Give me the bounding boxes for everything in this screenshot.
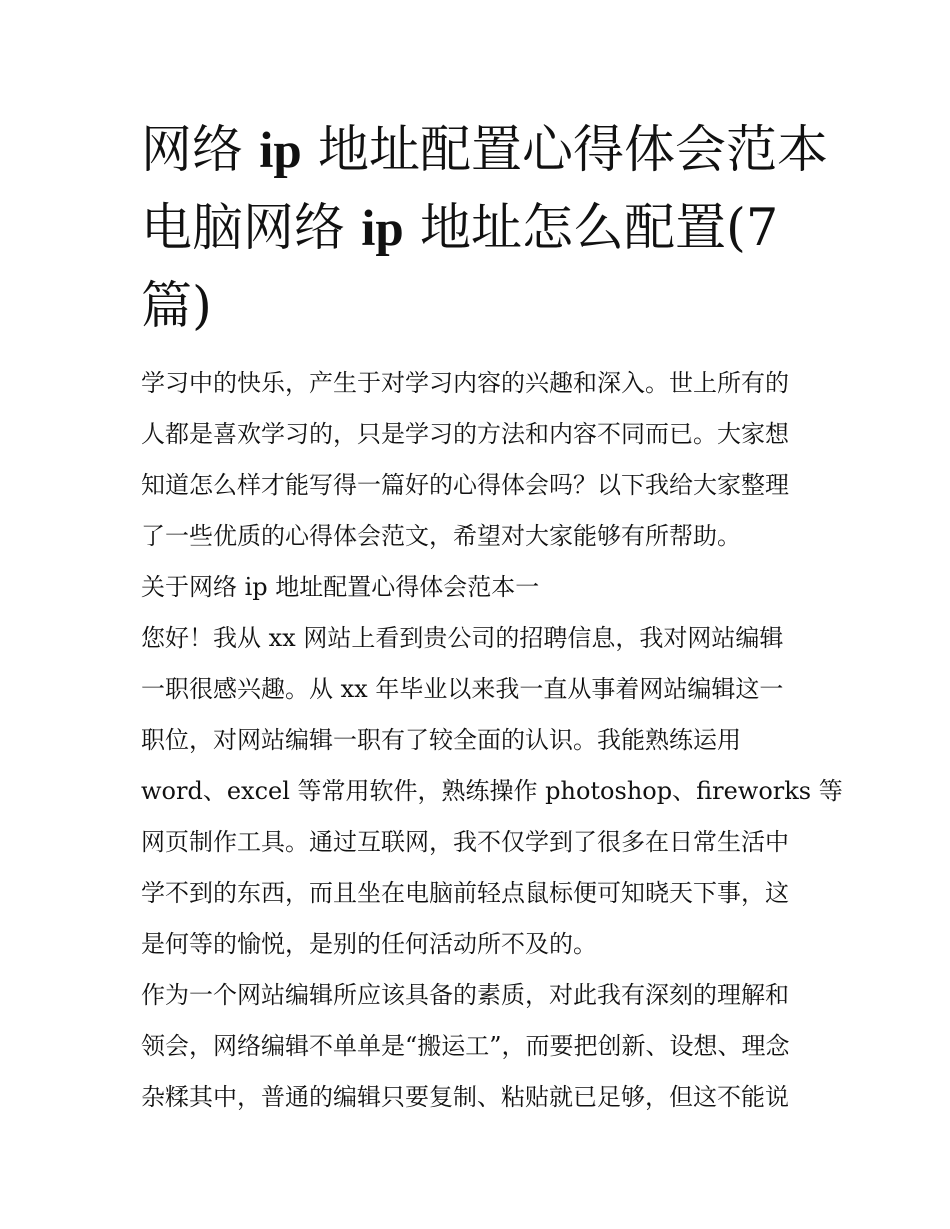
paragraph-line: 领会，网络编辑不单单是“搬运工”，而要把创新、设想、理念 [141, 1032, 790, 1060]
section-heading-text: 关于网络 ip 地址配置心得体会范本一 [141, 573, 540, 601]
paragraph-line: 职位，对网站编辑一职有了较全面的认识。我能熟练运用 [141, 726, 741, 754]
paragraph-line: 一职很感兴趣。从 xx 年毕业以来我一直从事着网站编辑这一 [141, 675, 784, 703]
intro-paragraph [141, 358, 813, 562]
paragraph-line: 您好！我从 xx 网站上看到贵公司的招聘信息，我对网站编辑 [141, 624, 784, 652]
paragraph-line: 学不到的东西，而且坐在电脑前轻点鼠标便可知晓天下事，这 [141, 879, 789, 907]
paragraph-line: 网页制作工具。通过互联网，我不仅学到了很多在日常生活中 [141, 828, 789, 856]
body-paragraph-1 [141, 613, 843, 970]
title-text: 地址配置心得体会范本 [318, 121, 829, 180]
paragraph-line: 知道怎么样才能写得一篇好的心得体会吗？以下我给大家整理 [141, 471, 789, 499]
paragraph-line: 是何等的愉悦，是别的任何活动所不及的。 [141, 930, 597, 958]
paragraph-line: 杂糅其中，普通的编辑只要复制、粘贴就已足够，但这不能说 [141, 1083, 789, 1111]
paragraph-line: 作为一个网站编辑所应该具备的素质，对此我有深刻的理解和 [141, 981, 789, 1009]
document-content [141, 112, 843, 1123]
paragraph-line: 人都是喜欢学习的，只是学习的方法和内容不同而已。大家想 [141, 420, 789, 448]
title-line-1 [141, 112, 829, 190]
paragraph-line: word、excel 等常用软件，熟练操作 photoshop、fireworks 等 [141, 777, 843, 805]
title-line-2 [141, 190, 813, 268]
title-text: 篇) [141, 277, 212, 336]
paragraph-line: 学习中的快乐，产生于对学习内容的兴趣和深入。世上所有的 [141, 369, 789, 397]
title-latin-text: ip [259, 123, 302, 179]
title-text: 电脑网络 [141, 199, 346, 258]
title-line-3 [141, 268, 813, 346]
paragraph-line: 了一些优质的心得体会范文，希望对大家能够有所帮助。 [141, 522, 741, 550]
title-text: 网络 [141, 121, 244, 180]
title-text: 地址怎么配置(7 [420, 199, 779, 258]
document-title [141, 112, 829, 346]
section-heading [141, 562, 813, 613]
body-paragraph-2 [141, 970, 813, 1123]
title-latin-text: ip [361, 201, 404, 257]
